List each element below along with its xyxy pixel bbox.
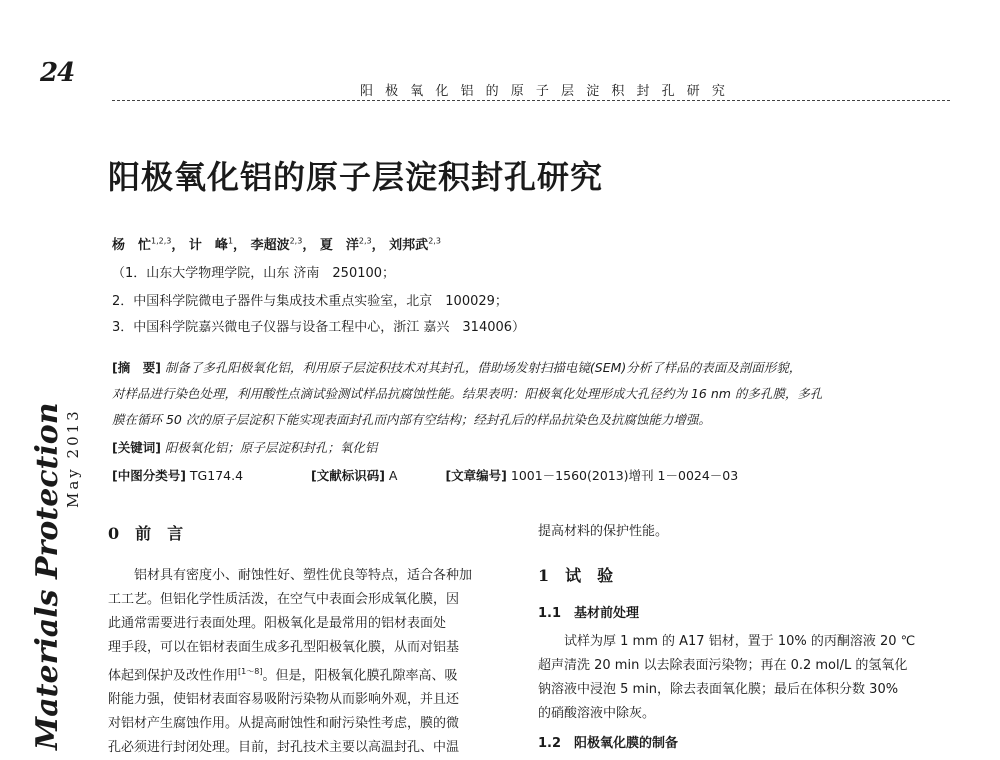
- affiliation-3: 3．中国科学院嘉兴微电子仪器与设备工程中心，浙江 嘉兴 314006）: [112, 320, 526, 335]
- keywords-text: 阳极氧化铝；原子层淀积封孔；氧化铝: [164, 440, 378, 455]
- author-separator: ，: [302, 238, 316, 253]
- author-affiliation-mark: 2,3: [358, 236, 372, 246]
- abstract-line-3: 膜在循环 50 次的原子层淀积下能实现表面封孔而内部有空结构；经封孔后的样品抗染色及抗腐蚀能力增强。: [112, 412, 711, 427]
- article-number-value: 1001－1560(2013)增刊 1－0024－03: [510, 468, 739, 483]
- body-line: 铝材具有密度小、耐蚀性好、塑性优良等特点，适合各种加: [108, 568, 473, 583]
- author-separator: ，: [171, 238, 185, 253]
- doc-code-label: [文献标识码]: [311, 468, 385, 483]
- author-affiliation-mark: 1: [227, 236, 234, 246]
- side-issue-date: May 2013: [64, 408, 82, 508]
- body-text: 。但是，阳极氧化膜孔隙率高、吸: [262, 668, 458, 684]
- right-column: [538, 520, 958, 756]
- body-line: 附能力强，使铝材表面容易吸附污染物从而影响外观，并且还: [108, 692, 460, 708]
- body-line: 对铝材产生腐蚀作用。从提高耐蚀性和耐污染性考虑，膜的微: [108, 716, 460, 732]
- body-line: 理手段，可以在铝材表面生成多孔型阳极氧化膜，从而对铝基: [108, 640, 460, 655]
- author-affiliation-mark: 2,3: [289, 236, 303, 246]
- author-name: 计 峰: [188, 238, 228, 253]
- body-line: 提高材料的保护性能。: [538, 524, 669, 539]
- side-journal-name: Materials Protection: [30, 402, 65, 750]
- subsection-heading: 1.1 基材前处理: [538, 606, 640, 621]
- keywords-line: [112, 438, 377, 456]
- abstract-line-2: 对样品进行染色处理，利用酸性点滴试验测试样品抗腐蚀性能。结果表明：阳极氧化处理形成大孔径约为 16 nm 的多孔膜，多孔: [112, 386, 823, 401]
- abstract-text: 制备了多孔阳极氧化铝，利用原子层淀积技术对其封孔，借助场发射扫描电镜(SEM)分析了样品的表面及剖面形貌，: [164, 360, 802, 375]
- body-line: 孔必须进行封闭处理。目前，封孔技术主要以高温封孔、中温: [108, 740, 460, 756]
- body-line: 的硝酸溶液中除灰。: [538, 706, 656, 721]
- body-line: 试样为厚 1 mm 的 A17 铝材，置于 10% 的丙酮溶液 20 ℃: [538, 634, 916, 649]
- subsection-heading-next: 1.2 阳极氧化膜的制备: [538, 736, 679, 751]
- body-line: 钠溶液中浸泡 5 min，除去表面氧化膜；最后在体积分数 30%: [538, 682, 899, 697]
- header-rule: [112, 100, 950, 101]
- keywords-label: [关键词]: [112, 440, 161, 455]
- author-separator: ，: [371, 238, 385, 253]
- left-column: [108, 522, 518, 760]
- body-line: 超声清洗 20 min 以去除表面污染物；再在 0.2 mol/L 的氢氧化: [538, 658, 908, 673]
- clc-label: [中图分类号]: [112, 468, 186, 483]
- author-separator: ，: [233, 238, 247, 253]
- clc-value: TG174.4: [189, 468, 244, 483]
- article-number-label: [文章编号]: [445, 468, 507, 483]
- page-number: 24: [40, 58, 75, 88]
- classification-line: [112, 466, 738, 484]
- affiliation-1: （1．山东大学物理学院，山东 济南 250100；: [112, 266, 396, 281]
- author-name: 刘邦武: [389, 238, 429, 253]
- author-list: [112, 234, 441, 253]
- author-affiliation-mark: 1,2,3: [151, 236, 172, 246]
- body-text: 体起到保护及改性作用: [108, 668, 239, 684]
- citation-mark: [1～8]: [238, 667, 263, 676]
- author-name: 杨 忙: [112, 238, 152, 253]
- body-line: [108, 660, 518, 688]
- section-heading-intro: 0 前 言: [108, 524, 184, 543]
- abstract-line-1: [112, 358, 801, 376]
- running-head: 阳 极 氧 化 铝 的 原 子 层 淀 积 封 孔 研 究: [360, 84, 729, 99]
- author-name: 李超波: [250, 238, 290, 253]
- author-name: 夏 洋: [319, 238, 359, 253]
- section-heading-experiment: 1 试 验: [538, 566, 614, 585]
- abstract-label: [摘 要]: [112, 360, 161, 375]
- article-title: 阳极氧化铝的原子层淀积封孔研究: [108, 158, 604, 196]
- doc-code-value: A: [388, 468, 398, 483]
- affiliation-2: 2．中国科学院微电子器件与集成技术重点实验室，北京 100029；: [112, 294, 508, 309]
- body-line: 此通常需要进行表面处理。阳极氧化是最常用的铝材表面处: [108, 616, 447, 631]
- author-affiliation-mark: 2,3: [428, 236, 441, 246]
- body-line: 工工艺。但铝化学性质活泼，在空气中表面会形成氧化膜，因: [108, 592, 460, 607]
